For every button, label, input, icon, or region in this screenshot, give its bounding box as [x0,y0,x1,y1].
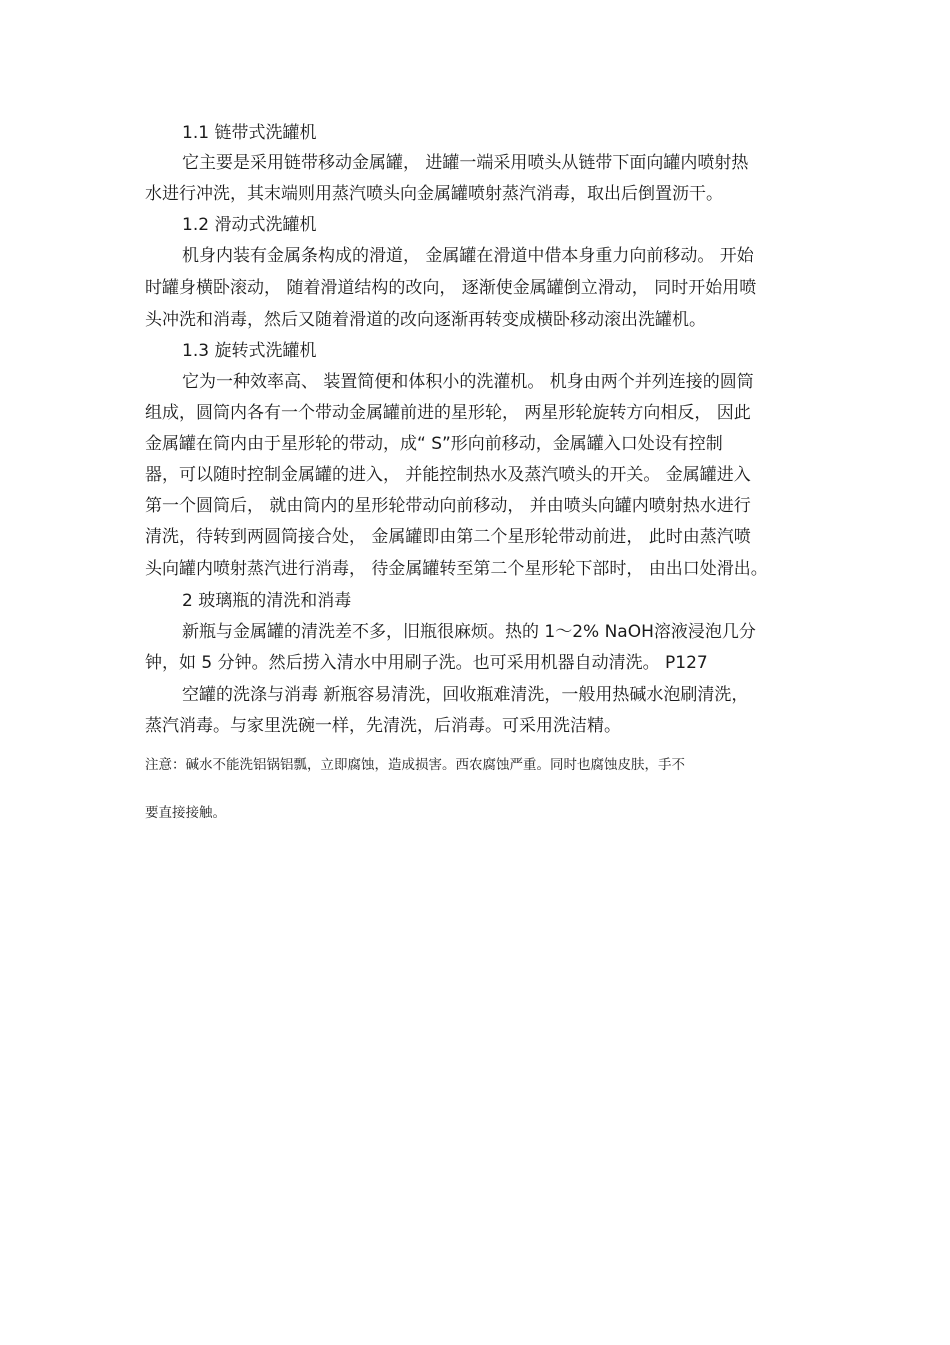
heading-1-1: 1.1 链带式洗罐机 [182,123,317,143]
paragraph-line: 空罐的洗涤与消毒 新瓶容易清洗，回收瓶难清洗，一般用热碱水泡刷清洗， [182,685,749,705]
note-line: 要直接接触。 [145,805,226,821]
paragraph-line: 钟，如 5 分钟。然后捞入清水中用刷子洗。也可采用机器自动清洗。 P127 [145,653,708,673]
paragraph-line: 机身内装有金属条构成的滑道， 金属罐在滑道中借本身重力向前移动。 开始 [182,246,754,266]
paragraph-line: 金属罐在筒内由于星形轮的带动，成“ S”形向前移动，金属罐入口处设有控制 [145,434,723,454]
paragraph-line: 新瓶与金属罐的清洗差不多，旧瓶很麻烦。热的 1～2% NaOH溶液浸泡几分 [182,622,756,642]
paragraph-line: 它主要是采用链带移动金属罐， 进罐一端采用喷头从链带下面向罐内喷射热 [182,153,749,173]
heading-2: 2 玻璃瓶的清洗和消毒 [182,591,352,611]
heading-1-2: 1.2 滑动式洗罐机 [182,215,317,235]
paragraph-line: 器，可以随时控制金属罐的进入， 并能控制热水及蒸汽喷头的开关。 金属罐进入 [145,465,751,485]
paragraph-line: 组成，圆筒内各有一个带动金属罐前进的星形轮， 两星形轮旋转方向相反， 因此 [145,403,751,423]
note-line: 注意：碱水不能洗铝锅铝瓢，立即腐蚀，造成损害。西农腐蚀严重。同时也腐蚀皮肤，手不 [145,757,685,773]
paragraph-line: 蒸汽消毒。与家里洗碗一样，先清洗，后消毒。可采用洗洁精。 [145,716,621,736]
paragraph-line: 头冲洗和消毒，然后又随着滑道的改向逐渐再转变成横卧移动滚出洗罐机。 [145,310,706,330]
paragraph-line: 头向罐内喷射蒸汽进行消毒， 待金属罐转至第二个星形轮下部时， 由出口处滑出。 [145,559,768,579]
paragraph-line: 清洗，待转到两圆筒接合处， 金属罐即由第二个星形轮带动前进， 此时由蒸汽喷 [145,527,751,547]
paragraph-line: 时罐身横卧滚动， 随着滑道结构的改向， 逐渐使金属罐倒立滑动， 同时开始用喷 [145,278,757,298]
paragraph-line: 水进行冲洗，其末端则用蒸汽喷头向金属罐喷射蒸汽消毒，取出后倒置沥干。 [145,184,723,204]
paragraph-line: 第一个圆筒后， 就由筒内的星形轮带动向前移动， 并由喷头向罐内喷射热水进行 [145,496,751,516]
paragraph-line: 它为一种效率高、 装置简便和体积小的洗灌机。 机身由两个并列连接的圆筒 [182,372,754,392]
heading-1-3: 1.3 旋转式洗罐机 [182,341,317,361]
